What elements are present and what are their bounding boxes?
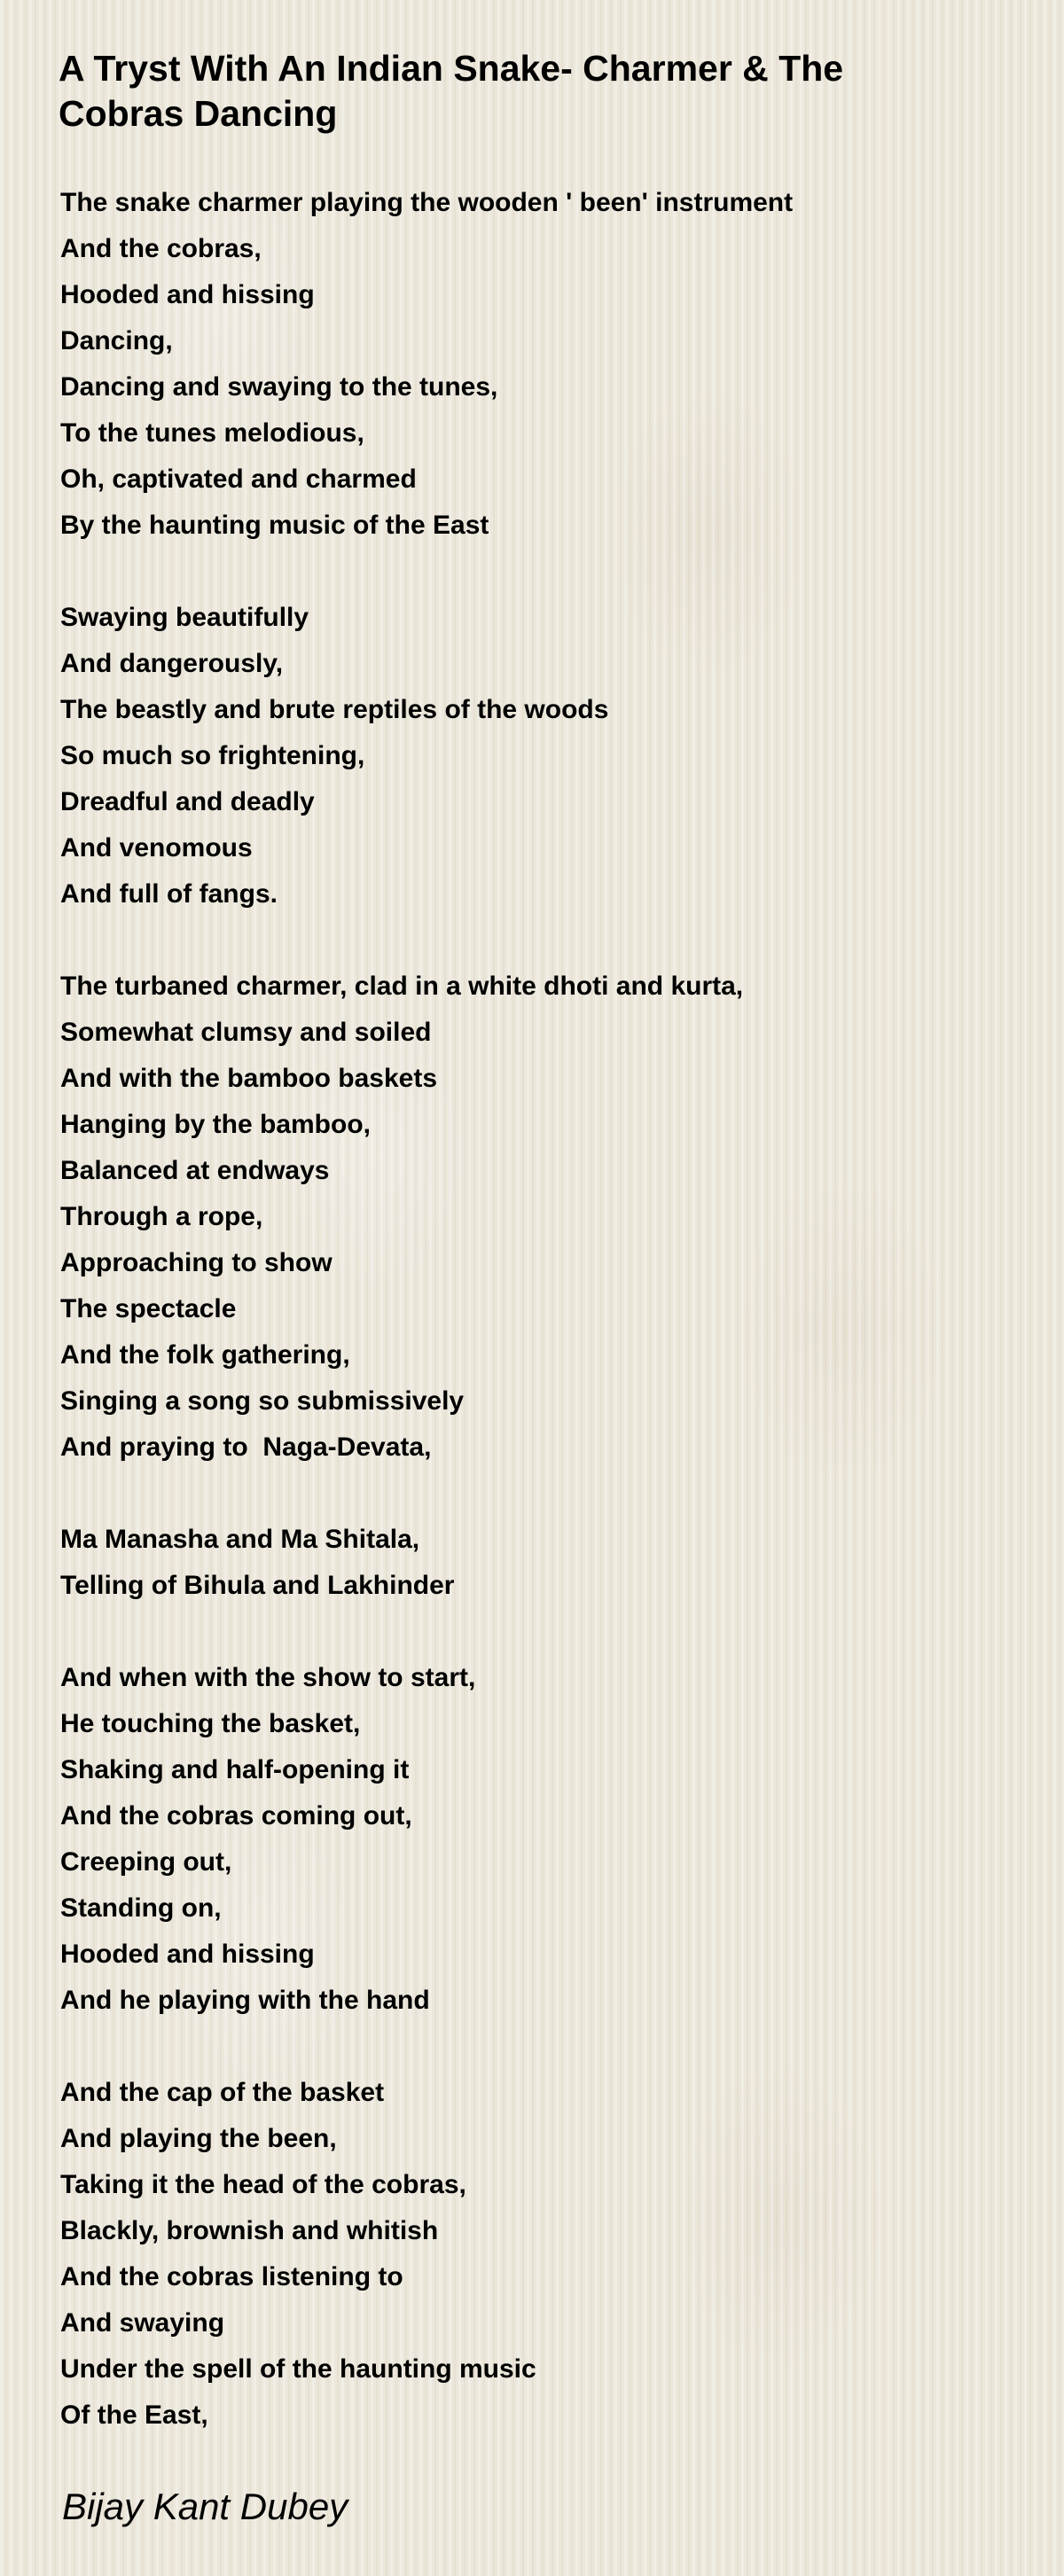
- poem-line: Ma Manasha and Ma Shitala,: [60, 1525, 420, 1554]
- poem-line: Under the spell of the haunting music: [60, 2354, 536, 2384]
- poem-line: Hooded and hissing: [60, 280, 315, 309]
- stanza-4: [60, 1517, 1000, 1609]
- poem-line: To the tunes melodious,: [60, 418, 364, 448]
- poem-line: Swaying beautifully: [60, 603, 309, 632]
- stanza-6: [60, 2070, 1000, 2439]
- poem-line: He touching the basket,: [60, 1709, 361, 1738]
- poem-line: And with the bamboo baskets: [60, 1064, 438, 1093]
- poem-line: Creeping out,: [60, 1847, 232, 1877]
- poem-line: Standing on,: [60, 1893, 222, 1923]
- poem-line: Shaking and half-opening it: [60, 1755, 410, 1784]
- poem-line: And the cap of the basket: [60, 2078, 385, 2107]
- poem-line: Dancing,: [60, 326, 173, 355]
- poem-line: Hanging by the bamboo,: [60, 1110, 371, 1139]
- poem-line: Taking it the head of the cobras,: [60, 2170, 466, 2199]
- poem-line: And the cobras listening to: [60, 2262, 403, 2291]
- poem-line: And full of fangs.: [60, 879, 278, 909]
- poem-line: So much so frightening,: [60, 741, 365, 770]
- poem-line: Of the East,: [60, 2400, 208, 2430]
- poem-line: Balanced at endways: [60, 1156, 330, 1185]
- poem-line: The spectacle: [60, 1294, 237, 1323]
- poem-line: By the haunting music of the East: [60, 511, 489, 540]
- poem-line: The snake charmer playing the wooden ' been' instrument: [60, 188, 794, 217]
- poem-line: And the folk gathering,: [60, 1340, 350, 1370]
- poem-line: And venomous: [60, 833, 253, 863]
- poem-body: [60, 180, 1000, 2439]
- poem-line: Approaching to show: [60, 1248, 332, 1277]
- poem-line: And praying to Naga-Devata,: [60, 1432, 432, 1462]
- poem-line: Dancing and swaying to the tunes,: [60, 372, 498, 402]
- poem-line: Dreadful and deadly: [60, 787, 315, 816]
- poem-line: Somewhat clumsy and soiled: [60, 1018, 432, 1047]
- stanza-2: [60, 595, 1000, 917]
- poem-line: The beastly and brute reptiles of the woods: [60, 695, 609, 724]
- poem-author: Bijay Kant Dubey: [62, 2486, 348, 2527]
- poem-line: And he playing with the hand: [60, 1986, 430, 2015]
- poem-line: Telling of Bihula and Lakhinder: [60, 1571, 455, 1600]
- poem-line: And swaying: [60, 2308, 225, 2338]
- stanza-1: [60, 180, 1000, 549]
- poem-line: Singing a song so submissively: [60, 1386, 465, 1416]
- poem-line: The turbaned charmer, clad in a white dhoti and kurta,: [60, 972, 744, 1001]
- poem-line: Oh, captivated and charmed: [60, 464, 417, 494]
- poem-line: And playing the been,: [60, 2124, 337, 2153]
- stanza-5: [60, 1655, 1000, 2024]
- poem-line: Through a rope,: [60, 1202, 263, 1231]
- poem-line: Hooded and hissing: [60, 1940, 315, 1969]
- stanza-3: [60, 964, 1000, 1471]
- poem-line: And the cobras coming out,: [60, 1801, 412, 1831]
- poem-line: And dangerously,: [60, 649, 284, 678]
- poem-line: And the cobras,: [60, 234, 262, 263]
- poem-line: Blackly, brownish and whitish: [60, 2216, 439, 2245]
- poem-title: A Tryst With An Indian Snake- Charmer & The Cobras Dancing: [59, 48, 844, 134]
- poem-line: And when with the show to start,: [60, 1663, 476, 1692]
